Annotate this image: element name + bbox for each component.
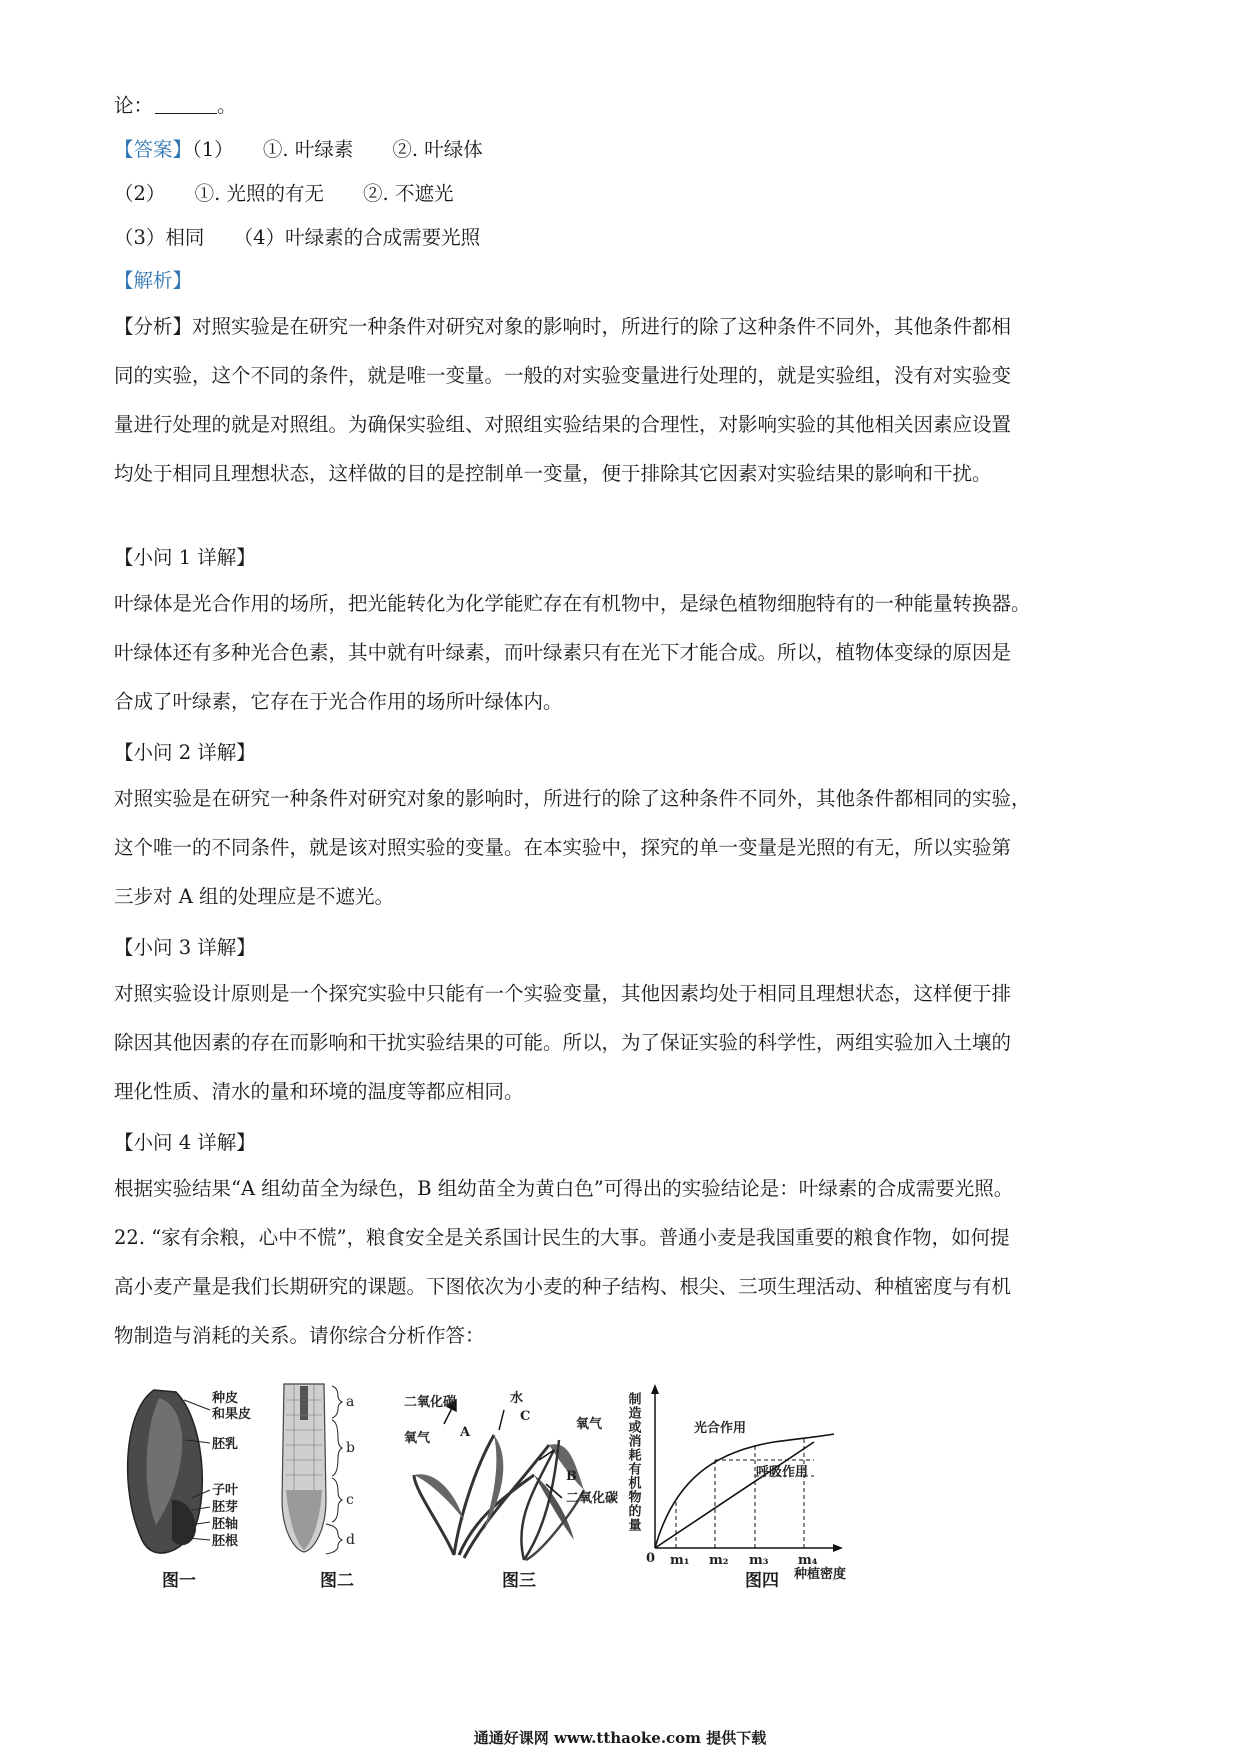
paragraph-line: 同的实验，这个不同的条件，就是唯一变量。一般的对实验变量进行处理的，就是实验组，没有对实验变 bbox=[114, 364, 1012, 387]
paragraph-line: 【分析】对照实验是在研究一种条件对研究对象的影响时，所进行的除了这种条件不同外，其他条件都相 bbox=[114, 315, 1012, 338]
answer-tag: 【答案】 bbox=[114, 138, 193, 161]
root-tip-figure bbox=[282, 1384, 355, 1554]
fig3-caption: 图三 bbox=[502, 1571, 536, 1591]
fig3-label: C bbox=[520, 1409, 531, 1424]
fig4-tick: m₃ bbox=[749, 1553, 769, 1568]
fig1-label: 种皮 bbox=[212, 1391, 239, 1406]
fig3-label: 氧气 bbox=[404, 1431, 431, 1446]
paragraph-line: 叶绿体是光合作用的场所，把光能转化为化学能贮存在有机物中，是绿色植物细胞特有的一种能量转换器。 bbox=[114, 592, 1031, 615]
page-footer: 通通好课网 www.tthaoke.com 提供下载 bbox=[473, 1729, 767, 1747]
fig1-label: 胚轴 bbox=[212, 1517, 239, 1532]
paragraph-line: 量进行处理的就是对照组。为确保实验组、对照组实验结果的合理性，对影响实验的其他相关因素应设置 bbox=[114, 413, 1012, 436]
q2-heading: 【小问 2 详解】 bbox=[114, 741, 256, 764]
paragraph-line: 均处于相同且理想状态，这样做的目的是控制单一变量，便于排除其它因素对实验结果的影响和干扰。 bbox=[114, 462, 992, 485]
fig3-label: 二氧化碳 bbox=[566, 1491, 619, 1506]
figure-row bbox=[114, 1380, 1134, 1591]
answer-text: （1） ①. 叶绿素 ②. 叶绿体 bbox=[192, 138, 483, 161]
fig1-label: 和果皮 bbox=[212, 1407, 252, 1422]
fig1-label: 胚根 bbox=[212, 1534, 239, 1549]
continued-line bbox=[114, 92, 237, 120]
fig2-caption: 图二 bbox=[320, 1571, 354, 1591]
q1-paragraph bbox=[114, 579, 1134, 726]
q1-heading: 【小问 1 详解】 bbox=[114, 546, 256, 569]
paragraph-line: 22. “家有余粮，心中不慌”，粮食安全是关系国计民生的大事。普通小麦是我国重要的粮食作物，如何提 bbox=[114, 1226, 1010, 1249]
q3-heading: 【小问 3 详解】 bbox=[114, 936, 256, 959]
paragraph-line: 这个唯一的不同条件，就是该对照实验的变量。在本实验中，探究的单一变量是光照的有无，所以实验第 bbox=[114, 836, 1012, 859]
q4-heading: 【小问 4 详解】 bbox=[114, 1131, 256, 1154]
fig4-tick: m₁ bbox=[670, 1553, 690, 1568]
paragraph-line: 理化性质、清水的量和环境的温度等都应相同。 bbox=[114, 1080, 524, 1103]
plant-figure bbox=[404, 1390, 618, 1560]
fig3-label: 水 bbox=[510, 1391, 524, 1406]
fig3-label: A bbox=[460, 1425, 471, 1440]
fig4-curve1-label: 光合作用 bbox=[694, 1421, 747, 1436]
question-22 bbox=[114, 1213, 1134, 1360]
fig1-label: 胚乳 bbox=[212, 1437, 239, 1452]
fig3-label: 氧气 bbox=[576, 1417, 603, 1432]
answer-line-2: （2） ①. 光照的有无 ②. 不遮光 bbox=[114, 182, 454, 205]
paragraph-line: 对照实验是在研究一种条件对研究对象的影响时，所进行的除了这种条件不同外，其他条件都相同的实验， bbox=[114, 787, 1031, 810]
fig4-caption: 图四 bbox=[745, 1571, 779, 1591]
answer-line-1 bbox=[114, 136, 483, 164]
paragraph-line: 对照实验设计原则是一个探究实验中只能有一个实验变量，其他因素均处于相同且理想状态，这样便于排 bbox=[114, 982, 1012, 1005]
q2-paragraph bbox=[114, 774, 1134, 921]
text-fragment: 论： bbox=[114, 94, 154, 117]
fig1-label: 胚芽 bbox=[212, 1500, 239, 1515]
paragraph-line: 根据实验结果“A 组幼苗全为绿色，B 组幼苗全为黄白色”可得出的实验结论是：叶绿素的合成需要光照。 bbox=[114, 1177, 1014, 1200]
text-fragment: 。 bbox=[217, 94, 237, 117]
fig2-label: d bbox=[346, 1532, 355, 1548]
fig1-caption: 图一 bbox=[162, 1571, 196, 1591]
paragraph-line: 叶绿体还有多种光合色素，其中就有叶绿素，而叶绿素只有在光下才能合成。所以，植物体变绿的原因是 bbox=[114, 641, 1012, 664]
fig3-label: B bbox=[566, 1469, 577, 1484]
density-graph bbox=[626, 1384, 847, 1580]
paragraph-line: 物制造与消耗的关系。请你综合分析作答： bbox=[114, 1324, 485, 1347]
seed-structure-figure bbox=[128, 1390, 251, 1553]
figures-svg bbox=[114, 1380, 1134, 1580]
fig2-label: c bbox=[346, 1492, 354, 1508]
analysis-tag: 【解析】 bbox=[114, 269, 193, 292]
paragraph-line: 合成了叶绿素，它存在于光合作用的场所叶绿体内。 bbox=[114, 690, 563, 713]
answer-line-3: （3）相同 （4）叶绿素的合成需要光照 bbox=[114, 226, 481, 249]
q3-paragraph bbox=[114, 969, 1134, 1116]
fig4-xlabel: 种植密度 bbox=[794, 1567, 847, 1580]
fig4-tick: m₄ bbox=[798, 1553, 818, 1568]
answer-blank bbox=[155, 93, 217, 114]
q4-paragraph bbox=[114, 1164, 1134, 1213]
fig3-label: 二氧化碳 bbox=[404, 1395, 457, 1410]
fig2-label: b bbox=[346, 1440, 355, 1456]
paragraph-line: 除因其他因素的存在而影响和干扰实验结果的可能。所以，为了保证实验的科学性，两组实验加入土壤的 bbox=[114, 1031, 1012, 1054]
fig4-ylabel: 制造或消耗有机物的量 bbox=[625, 1392, 641, 1532]
analysis-paragraph bbox=[114, 302, 1134, 498]
fig2-label: a bbox=[346, 1394, 355, 1410]
fig4-curve2-label: 呼吸作用 bbox=[756, 1465, 809, 1480]
paragraph-line: 高小麦产量是我们长期研究的课题。下图依次为小麦的种子结构、根尖、三项生理活动、种植密度与有机 bbox=[114, 1275, 1012, 1298]
fig1-label: 子叶 bbox=[212, 1483, 239, 1498]
fig4-origin: 0 bbox=[646, 1551, 656, 1566]
paragraph-line: 三步对 A 组的处理应是不遮光。 bbox=[114, 885, 394, 908]
fig4-tick: m₂ bbox=[709, 1553, 729, 1568]
